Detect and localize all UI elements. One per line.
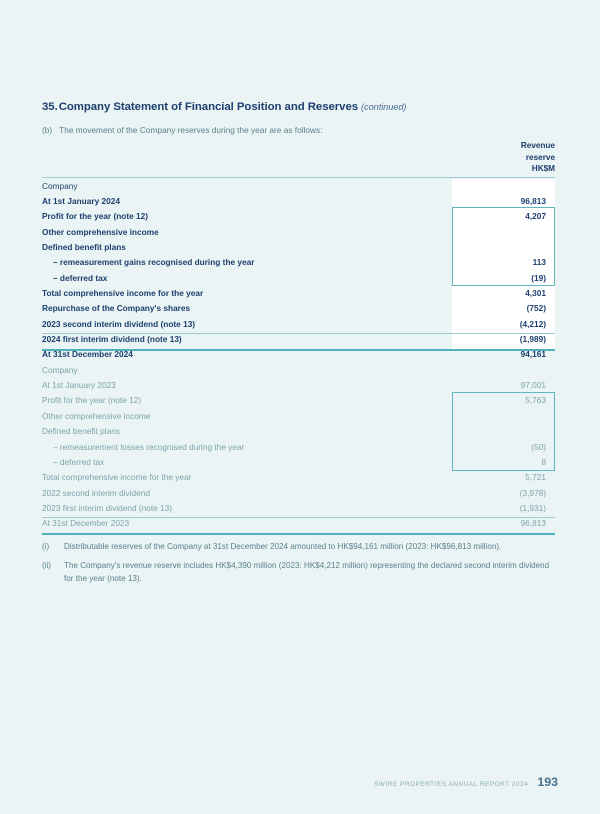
row-label: At 1st January 2023 <box>42 380 116 391</box>
table-row <box>42 424 555 439</box>
row-value: (1,989) <box>519 334 546 345</box>
intro-paragraph <box>42 125 322 135</box>
table-row <box>42 255 555 270</box>
row-label: Defined benefit plans <box>42 242 126 253</box>
row-value: 5,721 <box>525 472 546 483</box>
row-value: (50) <box>531 441 546 452</box>
intro-marker: (b) <box>42 125 53 135</box>
row-value: (3,978) <box>519 487 546 498</box>
table-row <box>42 285 555 300</box>
row-label: Total comprehensive income for the year <box>42 288 204 299</box>
table-row <box>42 209 555 224</box>
continued-marker: (continued) <box>361 102 407 112</box>
footer-page-number: 193 <box>537 775 558 789</box>
row-label: – remeasurement losses recognised during the year <box>53 441 245 452</box>
page-title <box>42 101 406 113</box>
reserves-table <box>42 178 555 531</box>
column-header-revenue-reserve <box>445 140 555 175</box>
row-value: (4,212) <box>519 318 546 329</box>
row-value: (1,931) <box>519 502 546 513</box>
table-row <box>42 454 555 469</box>
table-row <box>42 439 555 454</box>
table-row <box>42 470 555 485</box>
row-label: 2023 first interim dividend (note 13) <box>42 502 173 513</box>
row-label: 2023 second interim dividend (note 13) <box>42 318 196 329</box>
table-row <box>42 362 555 377</box>
row-value: 94,161 <box>520 349 546 360</box>
footnote <box>42 560 558 585</box>
table-row <box>42 301 555 316</box>
table-row <box>42 485 555 500</box>
table-row <box>42 408 555 423</box>
table-row <box>42 377 555 392</box>
row-label: – deferred tax <box>53 456 105 467</box>
footer-source: SWIRE PROPERTIES ANNUAL REPORT 2024 <box>373 781 529 788</box>
footnote-text: Distributable reserves of the Company at 31st December 2024 amounted to HK$94,161 million (2023: HK$96,813 million). <box>64 542 502 551</box>
table-row <box>42 178 555 193</box>
section-title: Company Statement of Financial Position and Reserves <box>58 101 359 113</box>
row-label: Other comprehensive income <box>42 410 151 421</box>
table-row <box>42 393 555 408</box>
intro-text: The movement of the Company reserves during the year are as follows: <box>59 125 323 135</box>
row-value: (752) <box>526 303 546 314</box>
table-row <box>42 224 555 239</box>
row-label: Company <box>42 364 78 375</box>
rule-below-total-2023 <box>42 533 555 535</box>
page-footer <box>374 775 558 789</box>
row-value: 8 <box>541 456 546 467</box>
row-label: At 1st January 2024 <box>42 196 120 207</box>
row-value: 96,813 <box>520 518 546 529</box>
table-section-2023 <box>42 362 555 531</box>
column-header-line2: reserve <box>525 152 555 162</box>
column-header-line1: Revenue <box>520 141 555 150</box>
section-number: 35. <box>42 101 58 113</box>
row-label: Other comprehensive income <box>42 226 159 237</box>
row-label: At 31st December 2023 <box>42 518 130 529</box>
footnotes <box>42 541 558 592</box>
row-value: 96,813 <box>520 196 546 207</box>
row-label: – deferred tax <box>53 272 108 283</box>
row-label: Repurchase of the Company's shares <box>42 303 191 314</box>
row-label: – remeasurement gains recognised during the year <box>53 257 255 268</box>
row-label: Company <box>42 180 78 191</box>
table-row <box>42 516 555 531</box>
table-row <box>42 331 555 346</box>
table-row <box>42 270 555 285</box>
row-value: 4,207 <box>525 211 546 222</box>
row-label: Profit for the year (note 12) <box>42 211 149 222</box>
row-label: At 31st December 2024 <box>42 349 133 360</box>
footnote-marker: (ii) <box>42 561 51 571</box>
row-value: (19) <box>531 272 546 283</box>
footnote-text: The Company's revenue reserve includes HK$4,390 million (2023: HK$4,212 million) representing the declared second interim dividend for the year (note 13). <box>64 561 550 583</box>
table-row <box>42 500 555 515</box>
footnote-marker: (i) <box>42 542 50 551</box>
row-label: Total comprehensive income for the year <box>42 472 192 483</box>
row-value: 97,001 <box>520 380 546 391</box>
row-label: Defined benefit plans <box>42 426 120 437</box>
table-section-2024 <box>42 178 555 362</box>
table-row <box>42 316 555 331</box>
row-label: 2022 second interim dividend <box>42 487 150 498</box>
table-row <box>42 239 555 254</box>
row-value: 113 <box>532 257 546 268</box>
table-row <box>42 193 555 208</box>
row-label: 2024 first interim dividend (note 13) <box>42 334 182 345</box>
row-label: Profit for the year (note 12) <box>42 395 142 406</box>
column-header-line3: HK$M <box>531 164 555 174</box>
footnote <box>42 541 558 553</box>
row-value: 4,301 <box>525 288 546 299</box>
table-row <box>42 347 555 362</box>
row-value: 5,763 <box>525 395 546 406</box>
